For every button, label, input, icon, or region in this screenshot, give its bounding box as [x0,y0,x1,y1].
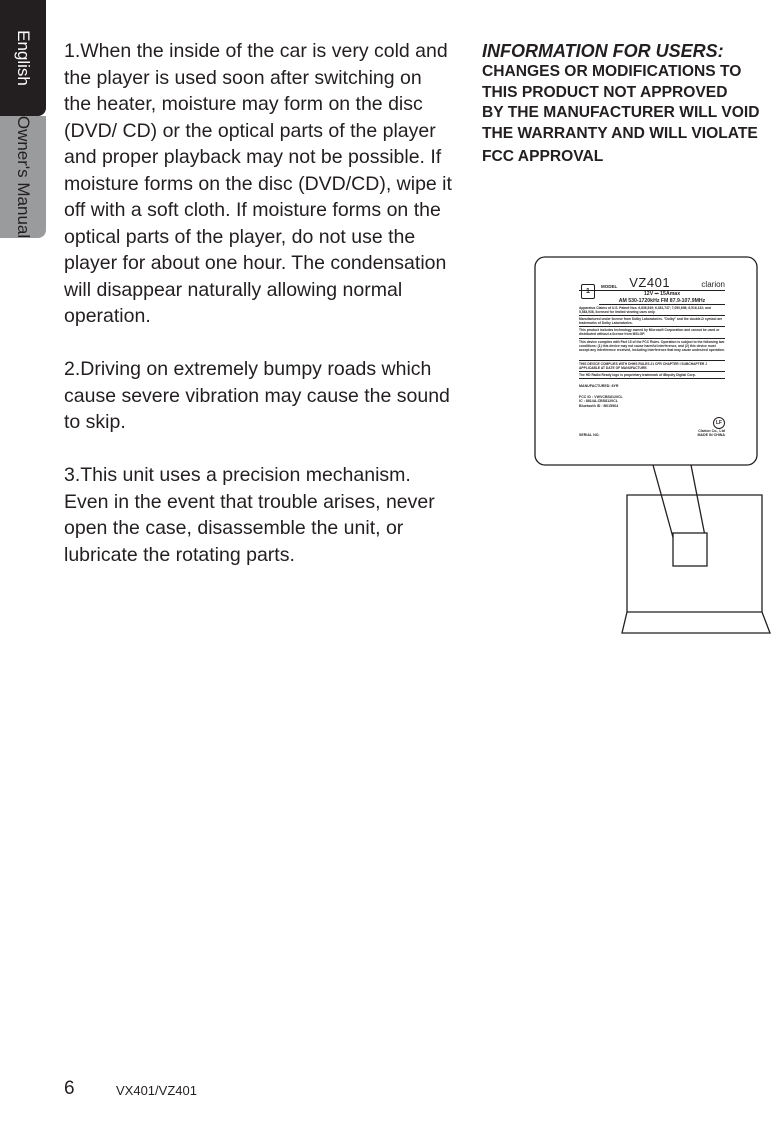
label-footer [579,411,725,438]
rating-label [579,276,725,444]
label-bluetooth: Bluetooth ID : B015964 [579,403,619,408]
precautions-column [64,38,454,595]
precaution-item: 2.Driving on extremely bumpy roads which cause severe vibration may cause the sound to skip. [64,358,450,433]
tab-english [0,0,46,116]
label-manufactured: MANUFACTURED: 8YR [579,384,619,389]
label-origin: MADE IN CHINA [697,432,725,437]
info-body [482,62,778,168]
label-model-caption: MODEL [601,284,618,289]
label-maker: Clarion Co., Ltd [698,428,725,433]
label-fine-print: Manufactured under license from Dolby Laboratories. "Dolby" and the double-D symbol are trademarks of Dolby Laboratories. [579,316,725,327]
info-line: THIS PRODUCT NOT APPROVED [482,83,728,101]
label-fine-print: This product includes technology owned by Microsoft Corporation and cannot be used or distributed without a license from MSLGP. [579,327,725,338]
label-brand: clarion [701,280,725,289]
label-fine-print: The HD Radio Ready logo is proprietary trademark of iBiquity Digital Corp. [579,372,725,379]
page-number: 6 [64,1078,75,1099]
lf-mark: LF [713,417,725,429]
label-maker-block [697,411,725,438]
tab-owners-manual [0,116,46,238]
tab-owners-manual-label: Owner's Manual [14,115,34,239]
label-ic: IC : 8814A-CBS8120CL [579,399,618,404]
label-serial: SERIAL NO. [579,432,600,437]
info-line: THE WARRANTY AND WILL VIOLATE [482,124,758,142]
label-fine-print: Apparatus Claims of U.S. Patent Nos. 6,836,549; 6,381,747; 7,050,698; 6,516,132; and 5,583,936, licensed for limited viewing uses only. [579,305,725,316]
label-fine-print: THIS DEVICE COMPLIES WITH DHHS RULES 21 CFR CHAPTER I SUBCHAPTER J APPLICABLE AT DATE OF MANUFACTURE. [579,361,725,372]
class-1-mark: 1 [581,284,595,299]
label-model-name: VZ401 [629,275,671,290]
info-line: CHANGES OR MODIFICATIONS TO [482,63,742,80]
precaution-item: 3.This unit uses a precision mechanism. Even in the event that trouble arises, never open the case, disassemble the unit, or lubricate the rotating parts. [64,464,435,566]
label-fine-print: This device complies with Part 15 of the FCC Rules. Operation is subject to the following two conditions: (1) this device may not cause harmful interference, and (2) this device must accept any interference received, including interference that may cause undesired operation. [579,339,725,361]
info-for-users [482,38,778,168]
info-line: FCC APPROVAL [482,148,604,165]
label-fcc-id: FCC ID : VWVCBS8120CL [579,394,623,399]
tab-english-label: English [14,30,34,86]
info-title: INFORMATION FOR USERS: [482,41,724,61]
label-bands: AM 530-1720kHz FM 87.9-107.9MHz [599,298,725,306]
info-line: BY THE MANUFACTURER WILL VOID [482,104,760,121]
label-location-illustration [530,252,778,642]
footer-model: VX401/VZ401 [116,1083,197,1098]
label-power: 12V ⎓ 15Amax [643,291,681,297]
precaution-item: 1.When the inside of the car is very cold and the player is used soon after switching on the heater, moisture may form on the disc (DVD/ CD) or the optical parts of the player and proper playback may not be possible. If moisture forms on the disc (DVD/CD), wipe it off with a soft cloth. If moisture forms on the optical parts of the player, do not use the player for about one hour. The condensation will disappear naturally allowing normal operation. [64,40,452,327]
